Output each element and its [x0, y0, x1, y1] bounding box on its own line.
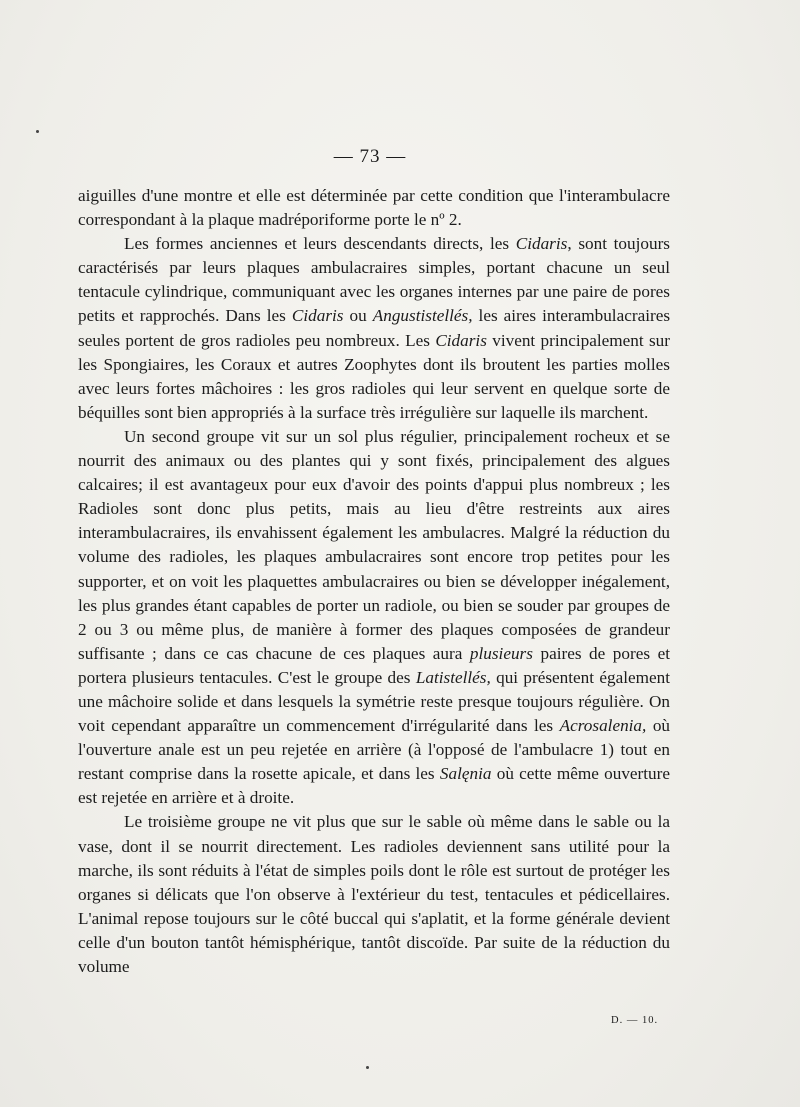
italic-term: Cidaris: [435, 330, 487, 350]
paragraph: [78, 232, 670, 425]
italic-term: Cidaris: [515, 234, 568, 254]
italic-term: Latistellés,: [415, 667, 491, 687]
text-run: Un second groupe vit sur un sol plus régulier, principalement rocheux et se nourrit des animaux ou des plantes qui y sont fixés, principalement des algues calcaires; il est avantageux pour eux d'avoir des points d'appui plus nombreux ; les Radioles sont donc plus petits, mais au lieu d'être restreints aux aires interambulacraires, ils envahissent également les ambulacres. Malgré la réduction du volume des radioles, les plaques ambulacraires sont encore trop petites pour les supporter, et on voit les plaquettes ambulacraires ou bien se développer inégalement, les plus grandes étant capables de porter un radiole, ou bien se souder par groupes de 2 ou 3 ou même plus, de manière à former des plaques composées de grandeur suffisante ; dans ce cas chacune de ces plaques aura: [78, 426, 670, 663]
signature-mark: D. — 10.: [611, 1015, 659, 1026]
text-run: , sont toujours caractérisés par leurs plaques ambulacraires simples, portant chacune un seul tentacule cylindrique, communiquant avec les organes internes par une paire de pores petits et rapprochés. Dans les: [78, 234, 670, 326]
text-run: où l'ouverture anale est un peu rejetée en arrière (à l'opposé de l'ambulacre 1) tout en restant comprise dans la rosette apicale, et dans les: [78, 716, 670, 784]
text-run: les aires interambulacraires seules portent de gros radioles peu nombreux. Les: [78, 306, 671, 350]
text-run: où cette même ouverture est rejetée en arrière et à droite.: [78, 764, 670, 808]
body-text: [78, 184, 670, 979]
page-number: — 73 —: [333, 146, 407, 167]
text-run: Le troisième groupe ne vit plus que sur le sable où même dans le sable ou la vase, dont il se nourrit directement. Les radioles deviennent sans utilité pour la marche, ils sont réduits à l'état de simples poils dont le rôle est surtout de protéger les organes si délicats que l'on observe à l'extérieur du test, tentacules et pédicellaires. L'animal repose toujours sur le côté buccal qui s'aplatit, et la forme générale devient celle d'un bouton tantôt hémisphérique, tantôt discoïde. Par suite de la réduction du volume: [78, 812, 670, 976]
ink-speck: [36, 130, 39, 133]
text-run: qui présentent également une mâchoire solide et dans lesquels la symétrie reste presque toujours régulière. On voit cependant apparaître un commencement d'irrégularité dans les: [78, 667, 671, 736]
text-run: Les formes anciennes et leurs descendants directs, les: [124, 234, 516, 254]
paragraph: [78, 810, 670, 979]
italic-term: plusieurs: [469, 643, 533, 663]
text-run: paires de pores et portera plusieurs tentacules. C'est le groupe des: [78, 643, 670, 687]
italic-term: Cidaris: [291, 306, 344, 326]
italic-term: Salęnia: [439, 764, 492, 784]
ink-speck: [366, 1066, 369, 1069]
italic-term: Angustistellés,: [372, 306, 473, 326]
text-run: vivent principalement sur les Spongiaires, les Coraux et autres Zoophytes dont ils broutent les parties molles avec leurs fortes mâchoires : les gros radioles qui leur servent en quelque sorte de béquilles sont bien appropriés à la surface très irrégulière sur laquelle ils marchent.: [78, 330, 670, 422]
paragraph: [78, 425, 670, 811]
italic-term: Acrosalenia,: [559, 716, 647, 736]
text-run: ou: [343, 306, 373, 326]
paragraph: [78, 184, 670, 232]
text-run: aiguilles d'une montre et elle est déterminée par cette condition que l'interambulacre correspondant à la plaque madréporiforme porte le nº 2.: [78, 186, 670, 230]
